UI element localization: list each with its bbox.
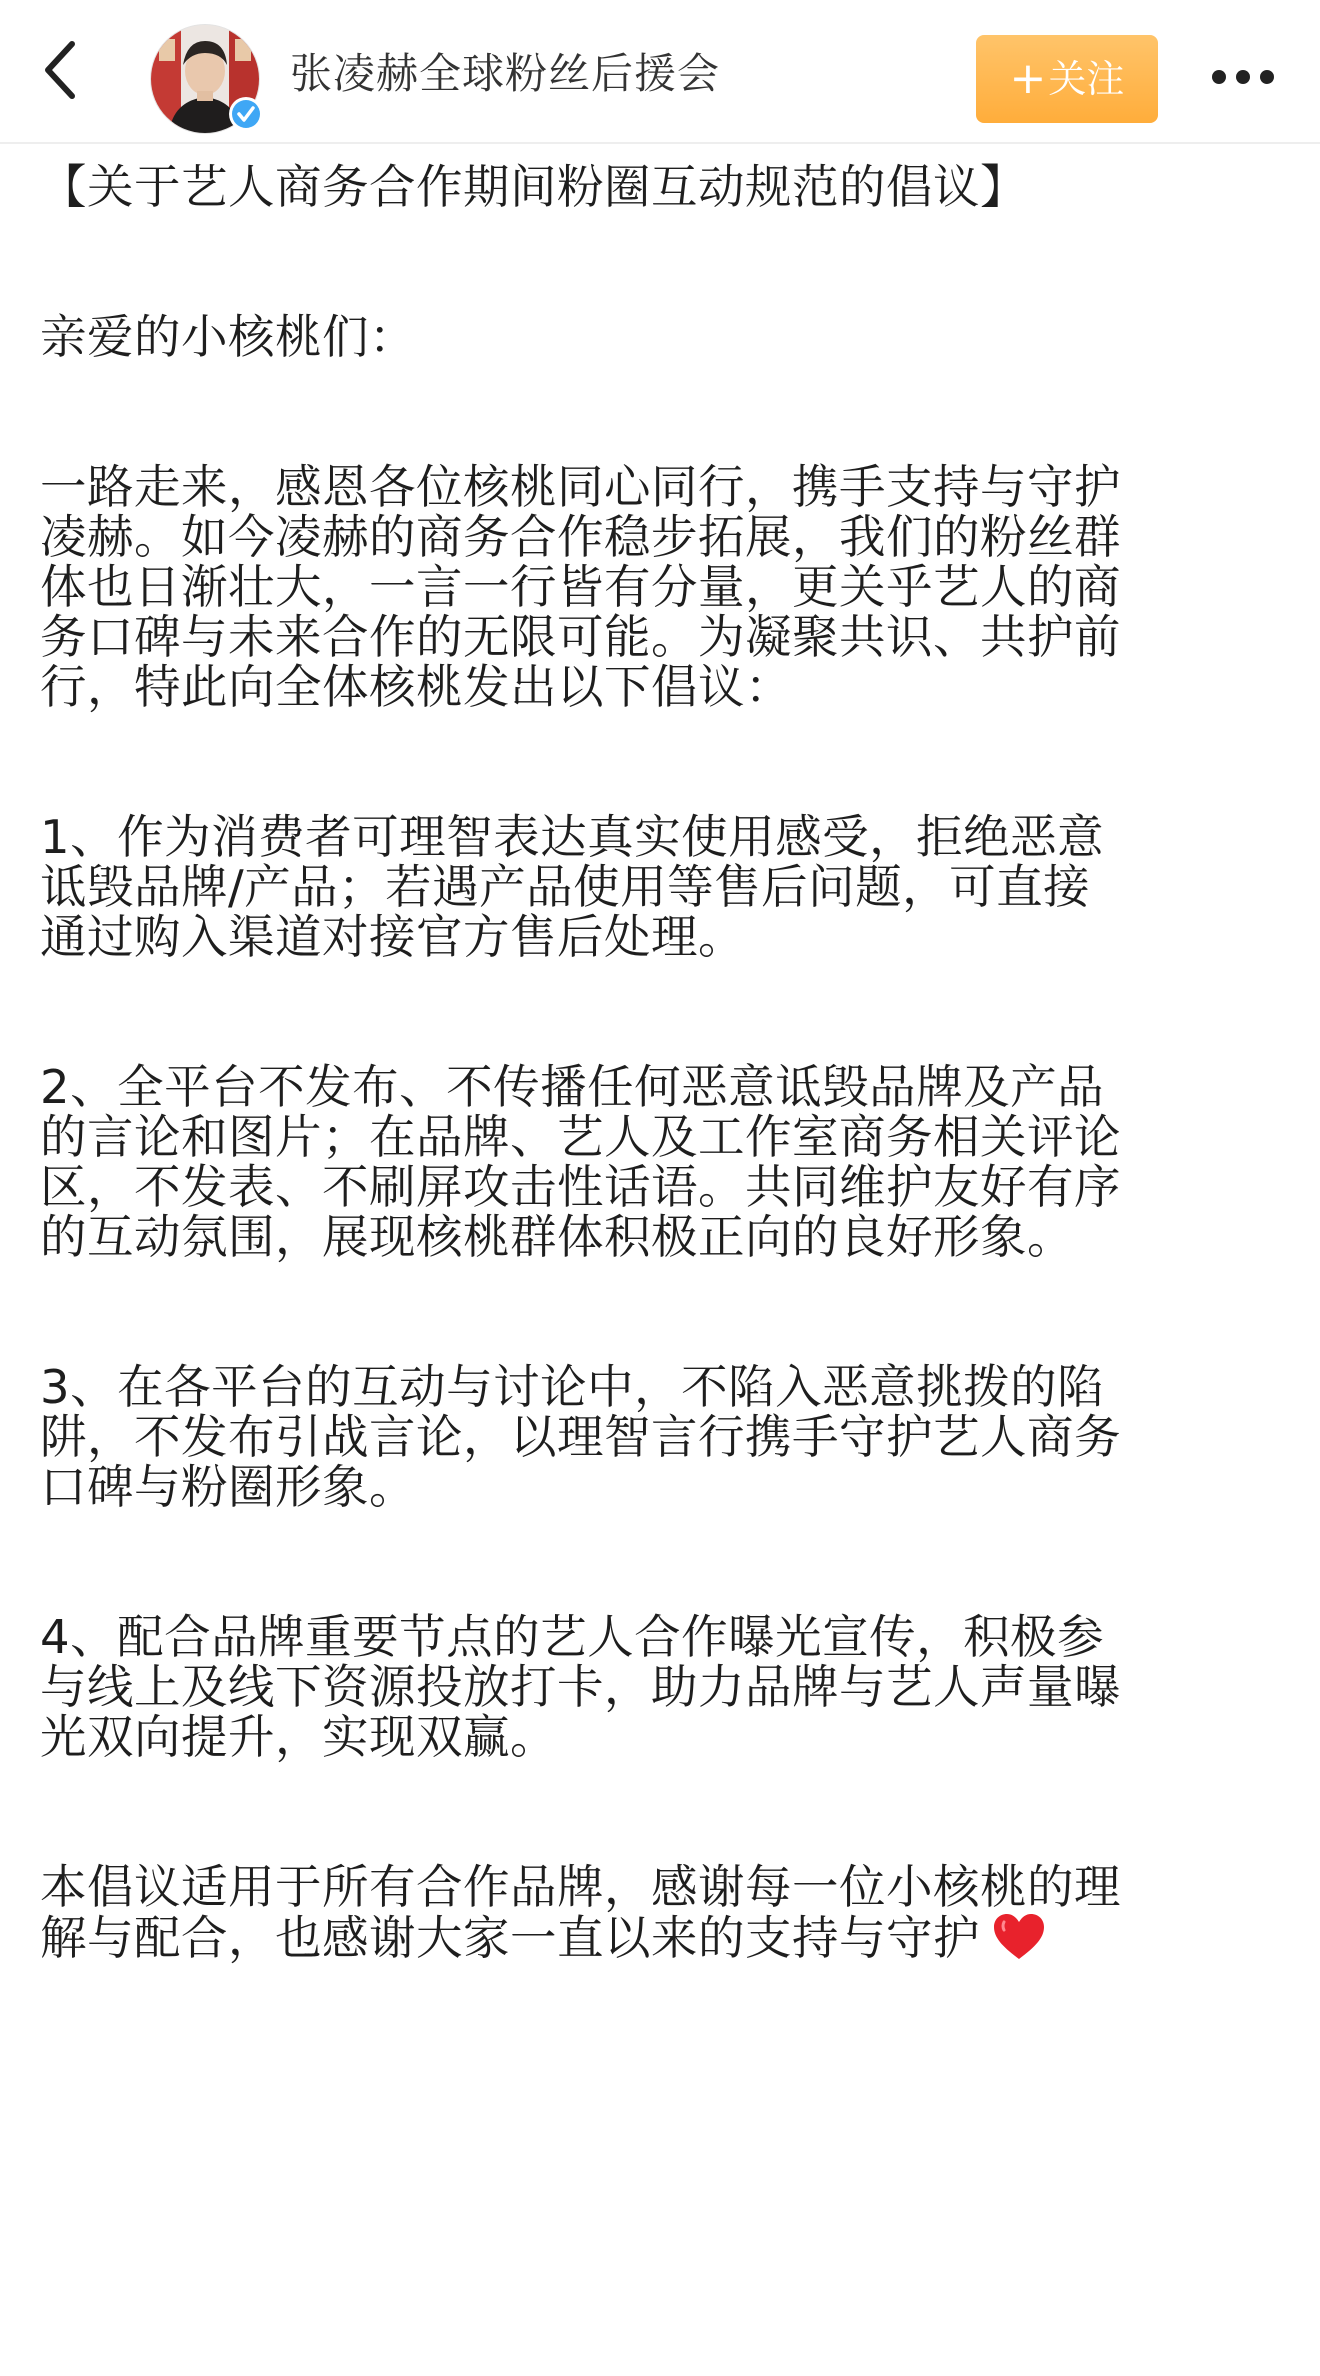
post-intro: 一路走来，感恩各位核桃同心同行，携手支持与守护 凌赫。如今凌赫的商务合作稳步拓展，我们的粉丝群 体也日渐壮大，一言一行皆有分量，更关乎艺人的商 务口碑与未来合作的无限可能。为凝聚共识、共护前 行，特此向全体核桃发出以下倡议：: [40, 460, 1121, 714]
post-header: [0, 0, 1320, 144]
proposal-item-2: 2、全平台不发布、不传播任何恶意诋毁品牌及产品 的言论和图片；在品牌、艺人及工作室商务相关评论 区，不发表、不刷屏攻击性话语。共同维护友好有序 的互动氛围，展现核桃群体积极正向的良好形象。: [40, 1060, 1121, 1264]
proposal-item-3: 3、在各平台的互动与讨论中，不陷入恶意挑拨的陷 阱，不发布引战言论，以理智言行携手守护艺人商务 口碑与粉圈形象。: [40, 1360, 1121, 1514]
chevron-left-icon: [40, 38, 80, 102]
post-closing-text: 本倡议适用于所有合作品牌，感谢每一位小核桃的理 解与配合，也感谢大家一直以来的支持与守护: [40, 1860, 1121, 1965]
post-body: [40, 162, 1280, 1963]
post-closing: [40, 1862, 1280, 1963]
account-name[interactable]: 张凌赫全球粉丝后援会: [290, 49, 721, 98]
back-button[interactable]: [28, 34, 92, 106]
proposal-item-1: 1、作为消费者可理智表达真实使用感受，拒绝恶意 诋毁品牌/产品；若遇产品使用等售后问题，可直接 通过购入渠道对接官方售后处理。: [40, 810, 1105, 964]
proposal-item-4: 4、配合品牌重要节点的艺人合作曝光宣传，积极参 与线上及线下资源投放打卡，助力品牌与艺人声量曝 光双向提升，实现双赢。: [40, 1610, 1121, 1764]
post-greeting: 亲爱的小核桃们：: [40, 310, 416, 364]
account-avatar-wrap[interactable]: [150, 24, 260, 134]
post-title: 【关于艺人商务合作期间粉圈互动规范的倡议】: [40, 160, 1027, 214]
verified-badge-icon: [228, 96, 264, 132]
more-dots-icon: [1210, 67, 1276, 87]
follow-button[interactable]: [976, 35, 1158, 123]
red-heart-icon: [992, 1912, 1046, 1962]
follow-label: 关注: [1048, 57, 1125, 101]
follow-plus-icon: +: [1009, 53, 1047, 104]
more-button[interactable]: [1200, 44, 1286, 110]
